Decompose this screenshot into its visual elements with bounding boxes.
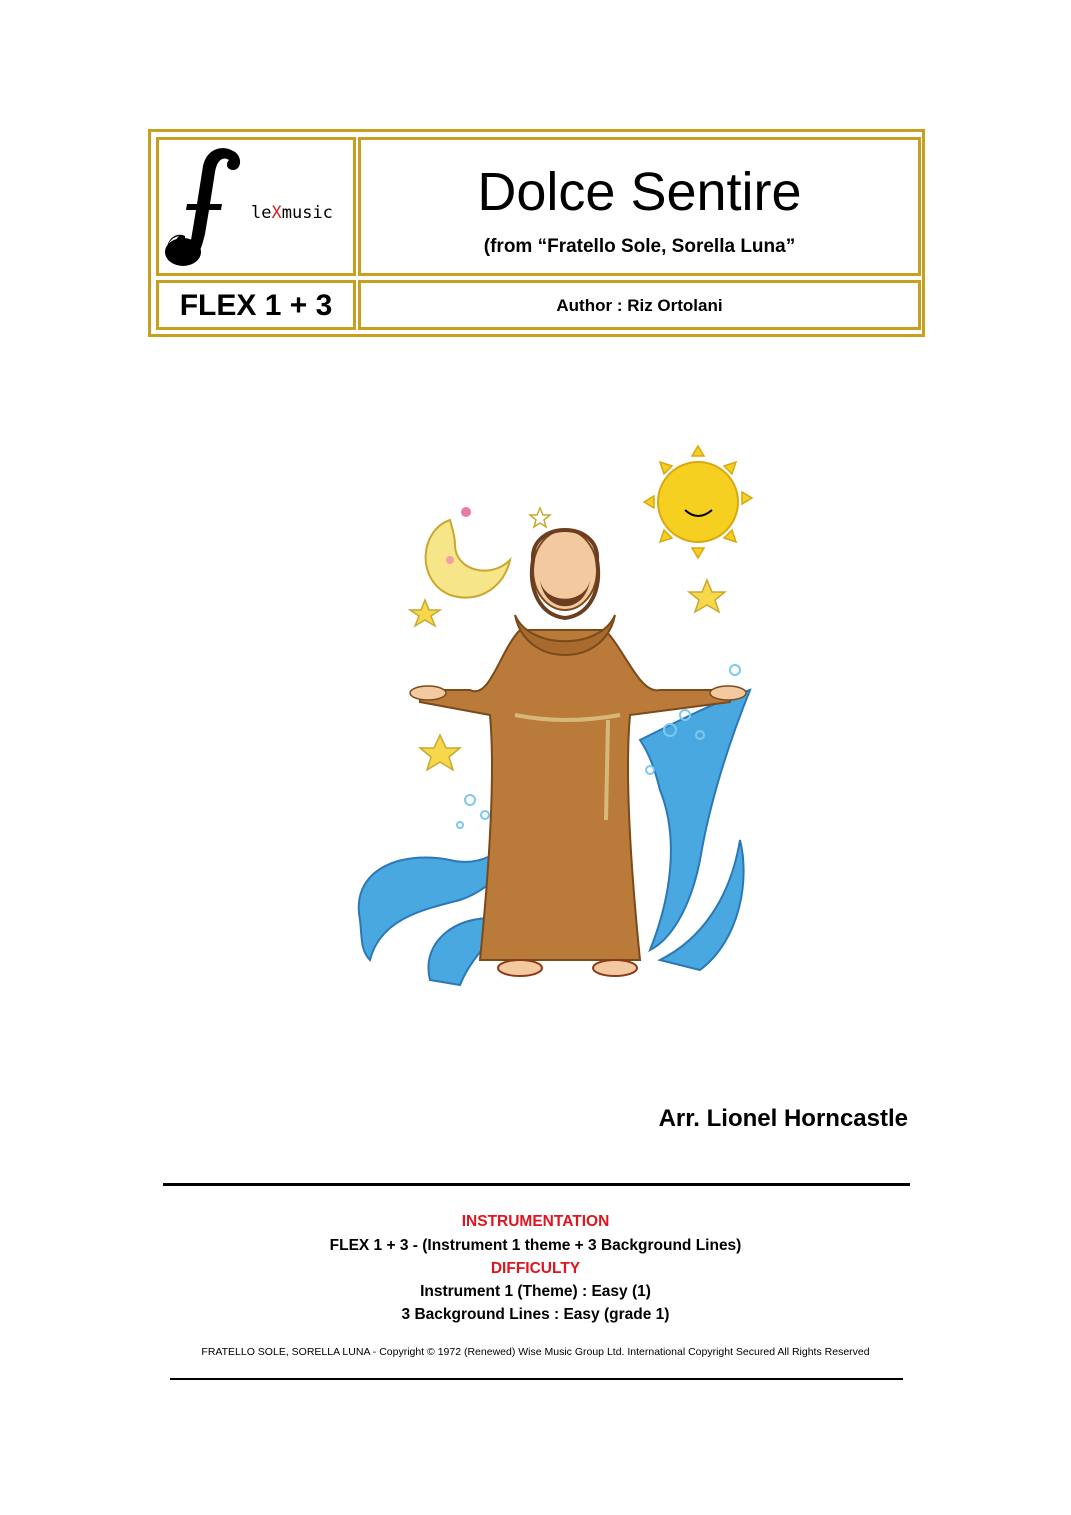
saint-francis-illustration-icon (340, 440, 770, 1000)
footer-line (170, 1378, 903, 1380)
difficulty-heading: DIFFICULTY (490, 1260, 581, 1277)
difficulty-line-2: 3 Background Lines : Easy (grade 1) (401, 1306, 670, 1323)
page-title: Dolce Sentire (477, 162, 802, 222)
logo-cell (156, 137, 356, 276)
page-subtitle: (from “Fratello Sole, Sorella Luna” (483, 236, 796, 257)
flex-label: FLEX 1 + 3 (179, 289, 333, 322)
logo-text: leXmusic (251, 203, 333, 223)
arranger-label: Arr. Lionel Horncastle (658, 1105, 908, 1132)
title-cell (358, 137, 921, 276)
flex-cell (156, 280, 356, 330)
instrumentation-text: FLEX 1 + 3 - (Instrument 1 theme + 3 Background Lines) (329, 1237, 742, 1254)
instrumentation-heading: INSTRUMENTATION (461, 1213, 610, 1230)
divider-line (163, 1183, 910, 1186)
copyright-notice: FRATELLO SOLE, SORELLA LUNA - Copyright © 1972 (Renewed) Wise Music Group Ltd. International Copyright Secured All Rights Reserved (201, 1346, 870, 1358)
flexmusic-logo-icon (163, 144, 253, 274)
author-label: Author : Riz Ortolani (556, 296, 723, 315)
author-cell (358, 280, 921, 330)
difficulty-line-1: Instrument 1 (Theme) : Easy (1) (420, 1283, 651, 1300)
header-box (148, 129, 925, 337)
